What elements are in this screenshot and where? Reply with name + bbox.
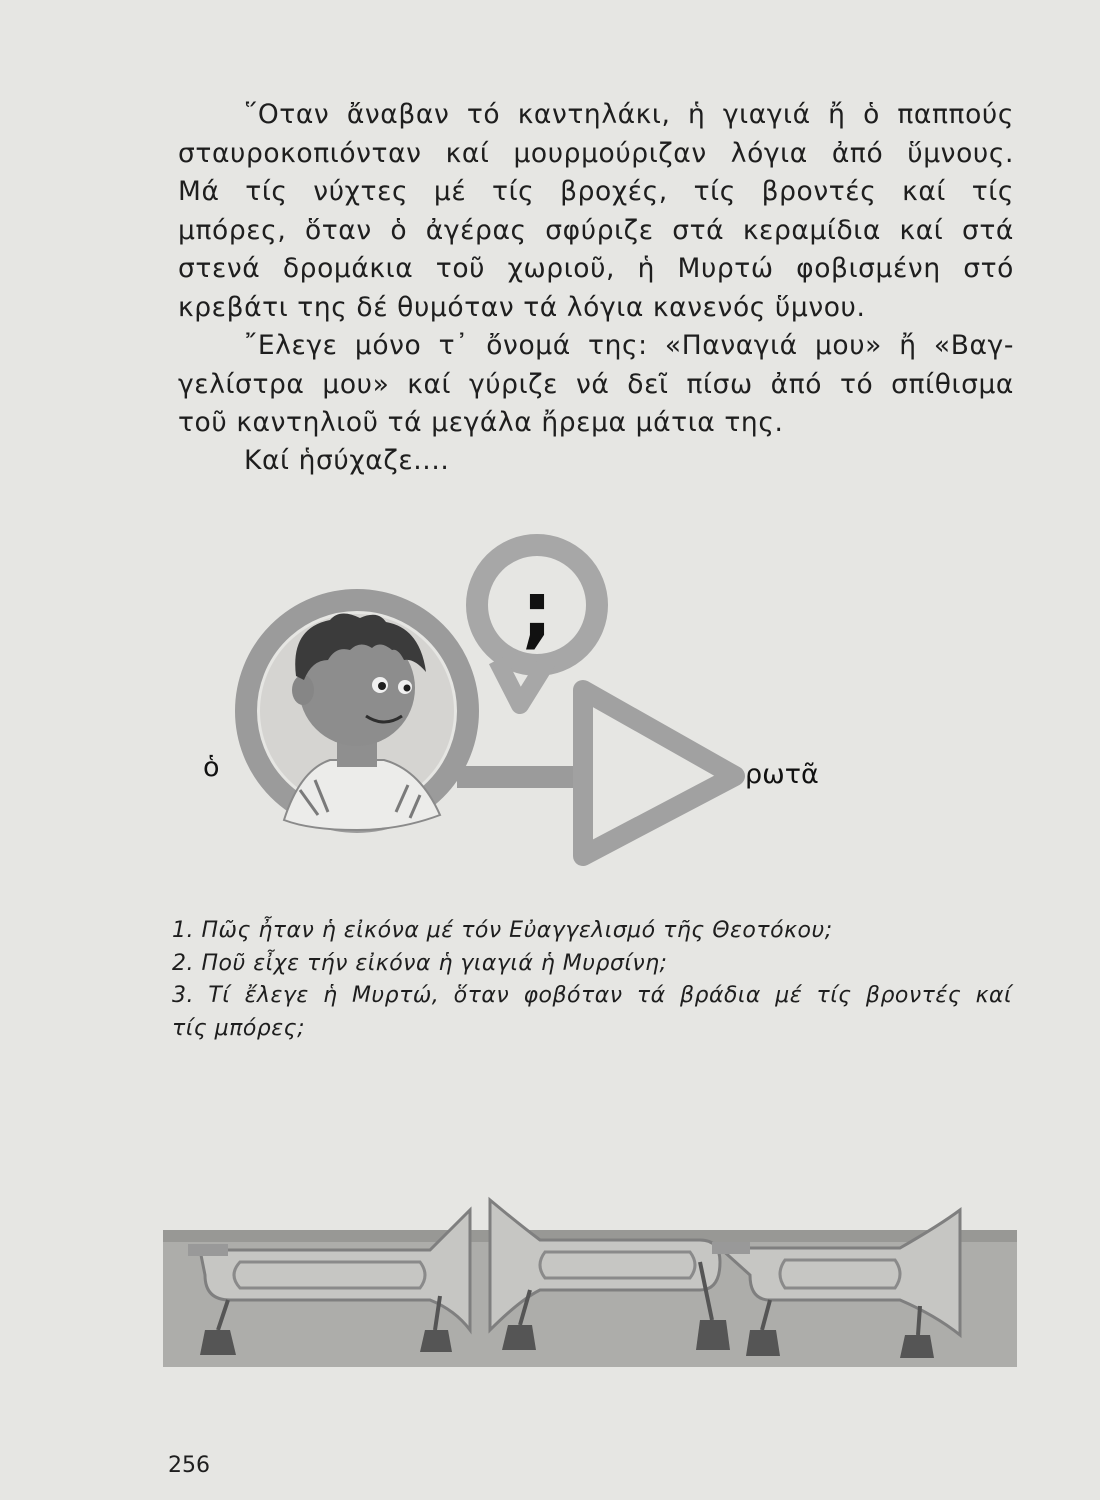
paragraph-2-line-3: τοῦ καντηλιοῦ τά μεγάλα ἤρεμα μάτια της. <box>178 407 784 439</box>
question-mark: ; <box>521 564 553 657</box>
questions-list <box>172 915 1012 1045</box>
tassel-3 <box>746 1330 780 1356</box>
page-number: 256 <box>168 1453 210 1478</box>
paragraph-2-line-2: γελίστρα μου» καί γύριζε νά δεῖ πίσω ἀπό τό σπίθισμα <box>178 368 1014 400</box>
paragraph-1-line-6: κρεβάτι της δέ θυμόταν τά λόγια κανενός ὕμνου. <box>178 291 866 323</box>
paragraph-1-line-4: μπόρες, ὅταν ὁ ἀγέρας σφύριζε στά κεραμίδια καί στά <box>178 214 1014 246</box>
question-2: 2. Ποῦ εἶχε τήν εἰκόνα ἡ γιαγιά ἡ Μυρσίνη; <box>172 950 668 976</box>
label-subject: ὁ <box>203 752 220 783</box>
trumpets-strip <box>163 1200 1017 1367</box>
arrow-stem <box>457 766 579 788</box>
question-3-line-1: 3. Τί ἔλεγε ἡ Μυρτώ, ὅταν φοβόταν τά βράδια μέ τίς βροντές καί <box>172 983 1012 1008</box>
paragraph-1-line-3: Μά τίς νύχτες μέ τίς βροχές, τίς βροντές καί τίς <box>178 176 1014 208</box>
paragraph-3-line-1: Καί ἡσύχαζε.... <box>244 445 450 476</box>
asks-pictogram <box>246 545 735 856</box>
question-1: 1. Πῶς ἦταν ἡ εἰκόνα μέ τόν Εὐαγγελισμό τῆς Θεοτόκου; <box>172 918 833 943</box>
paragraph-1-line-1: ῞Οταν ἄναβαν τό καντηλάκι, ἡ γιαγιά ἤ ὁ παππούς <box>244 99 1014 130</box>
paragraph-1-line-5: στενά δρομάκια τοῦ χωριοῦ, ἡ Μυρτώ φοβισμένη στό <box>178 253 1014 285</box>
label-verb: ρωτᾶ <box>745 759 819 790</box>
paragraph-2-line-1: ῎Ελεγε μόνο τ᾽ ὄνομά της: «Παναγιά μου» ἤ «Βαγ- <box>244 330 1014 361</box>
arrow-head-icon <box>583 690 735 856</box>
paragraph-1-line-2: σταυροκοπιόνταν καί μουρμούριζαν λόγια ἀπό ὕμνους. <box>178 137 1014 169</box>
question-3-line-2: τίς μπόρες; <box>172 1015 305 1041</box>
tassel-2 <box>502 1325 536 1350</box>
tassel-1 <box>200 1330 236 1355</box>
